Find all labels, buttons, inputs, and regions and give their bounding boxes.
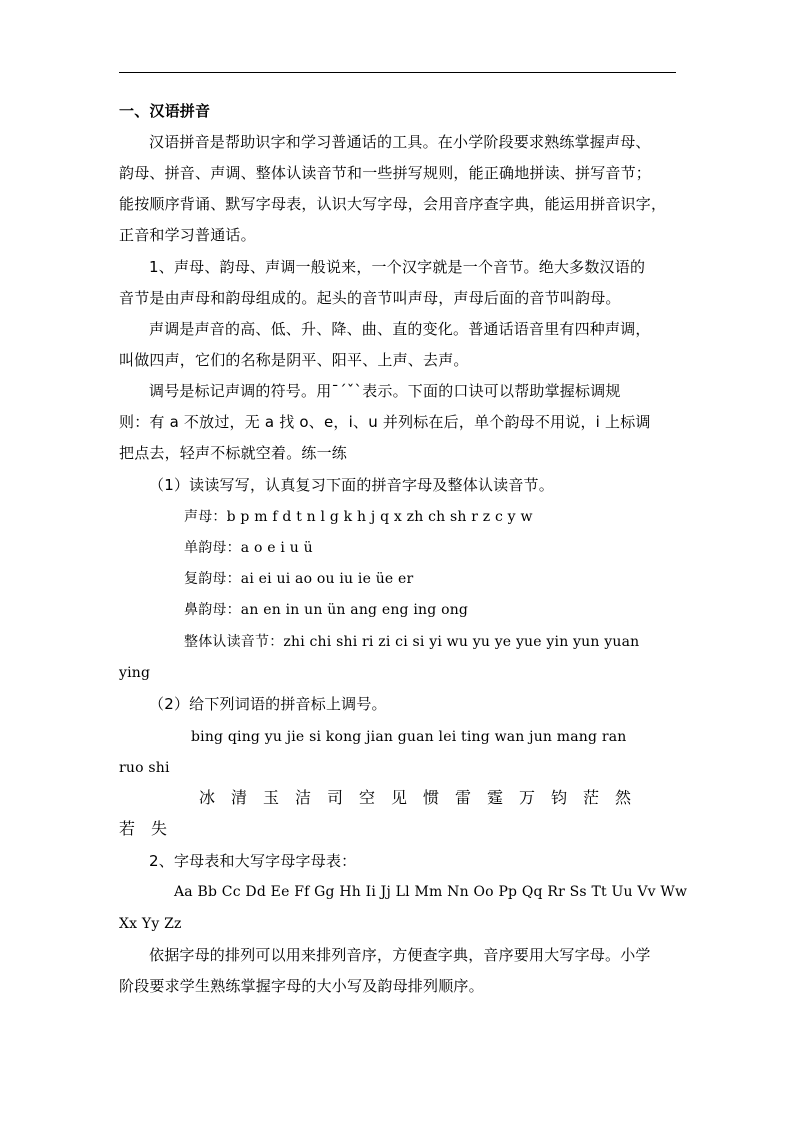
pinyin-line: bing qing yu jie si kong jian guan lei ting wan jun mang ran (191, 729, 627, 745)
paragraph-line: 汉语拼音是帮助识字和学习普通话的工具。在小学阶段要求熟练掌握声母、 (149, 133, 651, 151)
paragraph-line: 叫做四声，它们的名称是阴平、阳平、上声、去声。 (119, 351, 469, 369)
paragraph-line: 能按顺序背诵、默写字母表，认识大写字母，会用音序查字典，能运用拼音识字， (119, 195, 667, 213)
exercise-heading: （2）给下列词语的拼音标上调号。 (149, 695, 387, 713)
paragraph-line: 音节是由声母和韵母组成的。起头的音节叫声母，声母后面的音节叫韵母。 (119, 289, 621, 307)
initials-line: 声母：b p m f d t n l g k h j q x zh ch sh r z c y w (184, 509, 533, 525)
paragraph-line: 韵母、拼音、声调、整体认读音节和一些拼写规则，能正确地拼读、拼写音节； (119, 164, 652, 182)
subsection-heading: 2、字母表和大写字母字母表： (149, 852, 357, 870)
paragraph-line: 依据字母的排列可以用来排列音序，方便查字典，音序要用大写字母。小学 (149, 946, 651, 964)
paragraph-line: 声调是声音的高、低、升、降、曲、直的变化。普通话语音里有四种声调， (149, 320, 651, 338)
paragraph-line: 阶段要求学生熟练掌握字母的大小写及韵母排列顺序。 (119, 977, 484, 995)
nasal-finals-line: 鼻韵母：an en in un ün ang eng ing ong (184, 602, 469, 618)
exercise-heading: （1）读读写写，认真复习下面的拼音字母及整体认读音节。 (149, 476, 554, 494)
paragraph-line: 则：有 a 不放过，无 a 找 o、e，i、u 并列标在后，单个韵母不用说，i 上标调 (119, 413, 651, 431)
alphabet-line: Xx Yy Zz (119, 916, 182, 932)
header-rule (119, 72, 676, 73)
pinyin-line: ruo shi (119, 760, 170, 776)
whole-syllables-line: ying (119, 665, 151, 681)
paragraph-line: 正音和学习普通话。 (119, 226, 256, 244)
idiom-chars-line: 若 失 (119, 819, 168, 838)
compound-finals-line: 复韵母：ai ei ui ao ou iu ie üe er (184, 571, 414, 587)
paragraph-line: 调号是标记声调的符号。用ˉˊˇˋ表示。下面的口诀可以帮助掌握标调规 (149, 382, 621, 400)
section-title: 一、汉语拼音 (119, 102, 211, 120)
paragraph-line: 1、声母、韵母、声调一般说来，一个汉字就是一个音节。绝大多数汉语的 (149, 258, 646, 276)
whole-syllables-line: 整体认读音节：zhi chi shi ri zi ci si yi wu yu ye yue yin yun yuan (184, 634, 640, 650)
alphabet-line: Aa Bb Cc Dd Ee Ff Gg Hh Ii Jj Ll Mm Nn Oo Pp Qq Rr Ss Tt Uu Vv Ww (174, 884, 688, 900)
paragraph-line: 把点去，轻声不标就空着。练一练 (119, 444, 348, 462)
idiom-chars-line: 冰 清 玉 洁 司 空 见 惯 雷 霆 万 钧 茫 然 (199, 788, 632, 807)
simple-finals-line: 单韵母：a o e i u ü (184, 540, 313, 556)
